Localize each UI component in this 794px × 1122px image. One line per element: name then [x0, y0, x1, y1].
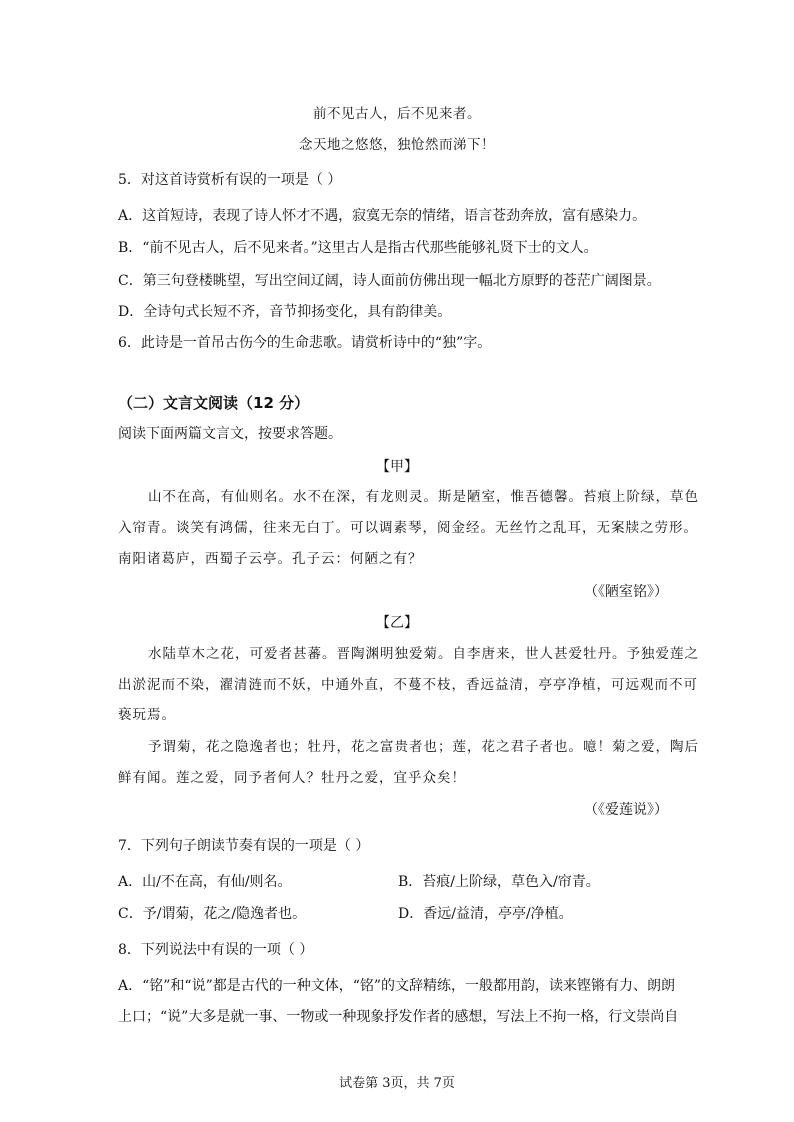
page-footer: 试卷第 3页，共 7页	[339, 1076, 455, 1091]
passage-yi-line: 予谓菊，花之隐逸者也；牡丹，花之富贵者也；莲，花之君子者也。噫！菊之爱，陶后	[148, 739, 699, 755]
passage-yi-label: 【乙】	[376, 615, 418, 631]
section-title: （二）文言文阅读（12 分）	[118, 394, 310, 412]
question-7-option-d: D．香远/益清，亭亭/净植。	[398, 906, 573, 922]
passage-jia-label: 【甲】	[376, 459, 418, 475]
question-7-stem: 7．下列句子朗读节奏有误的一项是（ ）	[118, 838, 370, 854]
passage-yi-source: （《爱莲说》）	[584, 802, 668, 818]
question-8-stem: 8．下列说法中有误的一项（ ）	[118, 942, 314, 958]
poem-line-1: 前不见古人，后不见来者。	[313, 106, 481, 122]
passage-jia-source: （《陋室铭》）	[584, 584, 668, 600]
question-7-option-b: B．苔痕/上阶绿，草色入/帘青。	[398, 874, 600, 890]
question-7-option-a: A．山/不在高，有仙/则名。	[118, 874, 292, 890]
question-7-option-c: C．予/谓菊，花之/隐逸者也。	[118, 906, 307, 922]
question-8-option-a-line: 上口；“说”大多是就一事、一物或一种现象抒发作者的感想，写法上不拘一格，行文崇尚自	[118, 1009, 679, 1025]
section-instruction: 阅读下面两篇文言文，按要求答题。	[118, 426, 342, 442]
question-5-option-a: A．这首短诗，表现了诗人怀才不遇，寂寞无奈的情绪，语言苍劲奔放，富有感染力。	[118, 208, 647, 224]
question-5-stem: 5．对这首诗赏析有误的一项是（ ）	[118, 172, 342, 188]
poem-line-2: 念天地之悠悠，独怆然而涕下！	[299, 137, 495, 153]
passage-jia-line: 入帘青。谈笑有鸿儒，往来无白丁。可以调素琴，阅金经。无丝竹之乱耳，无案牍之劳形。	[118, 520, 698, 536]
question-8-option-a-line: A．“铭”和“说”都是古代的一种文体，“铭”的文辞精练，一般都用韵，读来铿锵有力、朗朗	[118, 978, 676, 994]
passage-yi-line: 水陆草木之花，可爱者甚蕃。晋陶渊明独爱菊。自李唐来，世人甚爱牡丹。予独爱莲之	[148, 646, 699, 662]
passage-yi-line: 鲜有闻。莲之爱，同予者何人？牡丹之爱，宜乎众矣！	[118, 770, 466, 786]
question-6-stem: 6．此诗是一首吊古伤今的生命悲歌。请赏析诗中的“独”字。	[118, 335, 492, 351]
passage-yi-line: 亵玩焉。	[118, 707, 176, 723]
passage-jia-line: 山不在高，有仙则名。水不在深，有龙则灵。斯是陋室，惟吾德馨。苔痕上阶绿，草色	[148, 489, 699, 505]
passage-jia-line: 南阳诸葛庐，西蜀子云亭。孔子云：何陋之有？	[118, 551, 423, 567]
question-5-option-d: D．全诗句式长短不齐，音节抑扬变化，具有韵律美。	[118, 304, 452, 320]
passage-yi-line: 出淤泥而不染，濯清涟而不妖，中通外直，不蔓不枝，香远益清，亭亭净植，可远观而不可	[118, 677, 698, 693]
question-5-option-b: B．“前不见古人，后不见来者。”这里古人是指古代那些能够礼贤下士的文人。	[118, 240, 598, 256]
question-5-option-c: C．第三句登楼眺望，写出空间辽阔，诗人面前仿佛出现一幅北方原野的苍茫广阔图景。	[118, 273, 661, 289]
